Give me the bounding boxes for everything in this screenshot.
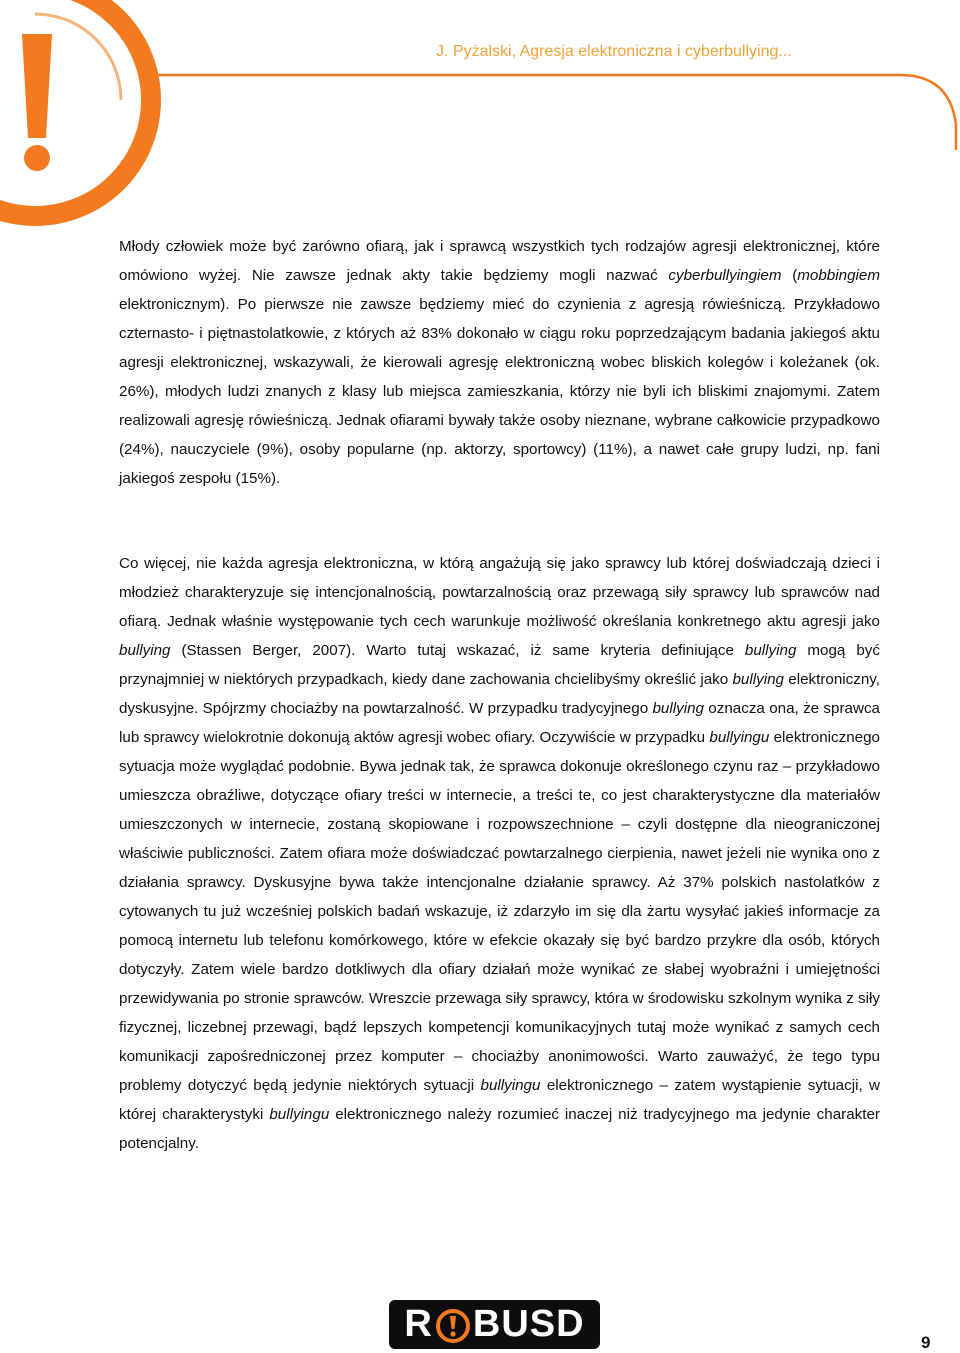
- logo-text-left: R: [404, 1303, 433, 1345]
- logo-text-right: BUSD: [472, 1303, 585, 1345]
- robusd-logo: [389, 1300, 600, 1349]
- body-paragraph-2: [119, 549, 880, 1158]
- body-paragraph-1: [119, 232, 880, 493]
- text-run: (Stassen Berger, 2007). Warto tutaj wskazać, iż same kryteria definiujące: [170, 642, 745, 659]
- italic-term: mobbingiem: [797, 267, 880, 284]
- italic-term: bullyingu: [269, 1106, 330, 1123]
- text-run: elektronicznego sytuacja może wyglądać podobnie. Bywa jednak tak, że sprawca dokonuje określonego czynu raz – przykładowo umieszcza obraźliwe, dotyczące ofiary treści w internecie, a treści te, co jest charakterystyczne dla materiałów umieszczonych w internecie, zostaną skopiowane i rozpowszechnione – czyli dostępne dla nieograniczonej właściwie publiczności. Zatem ofiara może doświadczać powtarzalnego cierpienia, nawet jeżeli nie wynika ono z działania sprawcy. Dyskusyjne bywa także intencjonalne działanie sprawcy. Aż 37% polskich nastolatków z cytowanych tu już wcześniej polskich badań wskazuje, iż zdarzyło im się dla żartu wysyłać jakieś informacje za pomocą internetu lub telefonu komórkowego, które w efekcie okazały się być bardzo przykre dla osób, których dotyczyły. Zatem wiele bardzo dotkliwych dla ofiary działań może wynikać ze słabej wyobraźni i umiejętności przewidywania po stronie sprawców. Wreszcie przewaga siły sprawcy, która w środowisku szkolnym wynika z siły fizycznej, liczebnej przewagi, bądź lepszych kompetencji komunikacyjnych tutaj może wynikać z samych cech komunikacji zapośredniczonej przez komputer – chociażby anonimowości. Warto zauważyć, że tego typu problemy dotyczyć będą jedynie niektórych sytuacji: [119, 729, 880, 1094]
- page-number: 9: [921, 1333, 931, 1352]
- text-run: elektronicznego należy rozumieć inaczej niż tradycyjnego ma jedynie charakter potencjalny.: [119, 1106, 880, 1152]
- italic-term: bullying: [732, 671, 784, 688]
- italic-term: bullying: [744, 642, 797, 659]
- italic-term: bullyingu: [480, 1077, 541, 1094]
- italic-term: bullyingu: [709, 729, 770, 746]
- text-run: elektroniczny, dyskusyjne. Spójrzmy chociażby na powtarzalność. W przypadku tradycyjnego: [119, 671, 880, 717]
- exclamation-icon: [22, 34, 52, 171]
- text-run: Młody człowiek może być zarówno ofiarą, jak i sprawcą wszystkich tych rodzajów agresji elektronicznej, które omówiono wyżej. Nie zawsze jednak akty takie będziemy mogli nazwać: [119, 238, 880, 284]
- italic-term: cyberbullyingiem: [668, 267, 782, 284]
- text-run: mogą być przynajmniej w niektórych przypadkach, kiedy dane zachowania chcielibyśmy określić jako: [119, 642, 880, 688]
- text-run: oznacza ona, że sprawca lub sprawcy wielokrotnie dokonują aktów agresji wobec ofiary. Oczywiście w przypadku: [119, 700, 880, 746]
- italic-term: bullying: [652, 700, 704, 717]
- header-circle-arc: [0, 0, 151, 216]
- italic-term: bullying: [119, 642, 171, 659]
- text-run: elektronicznego – zatem wystąpienie sytuacji, w której charakterystyki: [119, 1077, 880, 1123]
- header-title: J. Pyżalski, Agresja elektroniczna i cyberbullying...: [436, 43, 792, 60]
- paragraph-text: [119, 232, 880, 493]
- paragraph-text: [119, 549, 880, 1158]
- text-run: (: [781, 267, 798, 284]
- header-rule-line: [151, 75, 956, 150]
- text-run: Co więcej, nie każda agresja elektroniczna, w którą angażują się jako sprawcy lub której doświadczają dzieci i młodzież charakteryzuje się intencjonalnością, powtarzalnością oraz przewagą siły sprawcy lub sprawców nad ofiarą. Jednak właśnie występowanie tych cech warunkuje możliwość określania konkretnego aktu agresji jako: [119, 555, 880, 630]
- exclamation-circle-icon: [435, 1308, 471, 1344]
- text-run: elektronicznym). Po pierwsze nie zawsze będziemy mieć do czynienia z agresją rówieśniczą. Przykładowo czternasto- i piętnastolatkowie, z których aż 83% dokonało w ciągu roku poprzedzającym badania jakiegoś aktu agresji elektronicznej, wskazywali, że kierowali agresję elektroniczną wobec bliskich kolegów i koleżanek (ok. 26%), młodych ludzi znanych z klasy lub miejsca zamieszkania, którzy nie byli ich bliskimi znajomymi. Zatem realizowali agresję rówieśniczą. Jednak ofiarami bywały także osoby nieznane, wybrane całkowicie przypadkowo (24%), nauczyciele (9%), osoby popularne (np. aktorzy, sportowcy) (11%), a nawet całe grupy ludzi, np. fani jakiegoś zespołu (15%).: [119, 296, 880, 487]
